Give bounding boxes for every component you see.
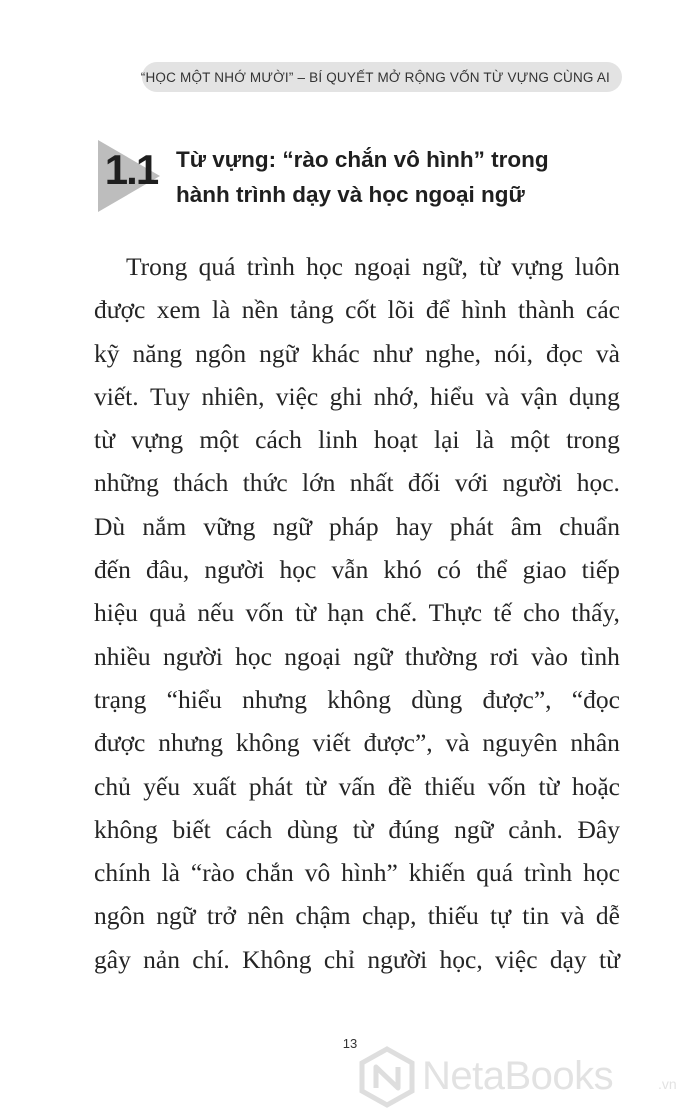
body-line: không biết cách dùng từ đúng ngữ cảnh. Đây xyxy=(94,814,620,844)
body-line: đến đâu, người học vẫn khó có thể giao tiếp xyxy=(94,555,620,585)
body-line: ngôn ngữ trở nên chậm chạp, thiếu tự tin và dễ xyxy=(94,901,620,931)
netabooks-logo-icon xyxy=(356,1046,418,1108)
body-line: nhiều người học ngoại ngữ thường rơi vào tình xyxy=(94,641,620,671)
body-line: Dù nắm vững ngữ pháp hay phát âm chuẩn xyxy=(94,511,620,541)
section-number-badge xyxy=(94,138,164,214)
page-number: 13 xyxy=(342,1036,358,1051)
section-title xyxy=(176,142,596,212)
watermark xyxy=(356,1046,696,1106)
body-line: viết. Tuy nhiên, việc ghi nhớ, hiểu và vận dụng xyxy=(94,381,620,411)
watermark-domain: .vn xyxy=(658,1076,677,1092)
section-number: 1.1 xyxy=(104,146,158,193)
body-line: được xem là nền tảng cốt lõi để hình thành các xyxy=(94,295,620,325)
body-line: chủ yếu xuất phát từ vấn đề thiếu vốn từ hoặc xyxy=(94,771,620,801)
body-line: Trong quá trình học ngoại ngữ, từ vựng luôn xyxy=(126,252,620,281)
body-line: gây nản chí. Không chỉ người học, việc dạy từ xyxy=(94,944,620,974)
body-line: trạng “hiểu nhưng không dùng được”, “đọc xyxy=(94,684,620,714)
body-paragraph xyxy=(94,245,620,981)
watermark-brand: NetaBooks xyxy=(422,1054,614,1098)
body-line: kỹ năng ngôn ngữ khác như nghe, nói, đọc và xyxy=(94,338,620,368)
body-line: chính là “rào chắn vô hình” khiến quá trình học xyxy=(94,858,620,888)
running-header: “HỌC MỘT NHỚ MƯỜI” – BÍ QUYẾT MỞ RỘNG VỐN TỪ VỰNG CÙNG AI xyxy=(142,62,622,92)
body-line: được nhưng không viết được”, và nguyên nhân xyxy=(94,728,620,758)
section-title-line: hành trình dạy và học ngoại ngữ xyxy=(176,182,525,207)
body-line: những thách thức lớn nhất đối với người học. xyxy=(94,468,620,498)
body-line: hiệu quả nếu vốn từ hạn chế. Thực tế cho thấy, xyxy=(94,598,620,628)
section-title-line: Từ vựng: “rào chắn vô hình” trong xyxy=(176,147,549,172)
body-line: từ vựng một cách linh hoạt lại là một trong xyxy=(94,425,620,455)
